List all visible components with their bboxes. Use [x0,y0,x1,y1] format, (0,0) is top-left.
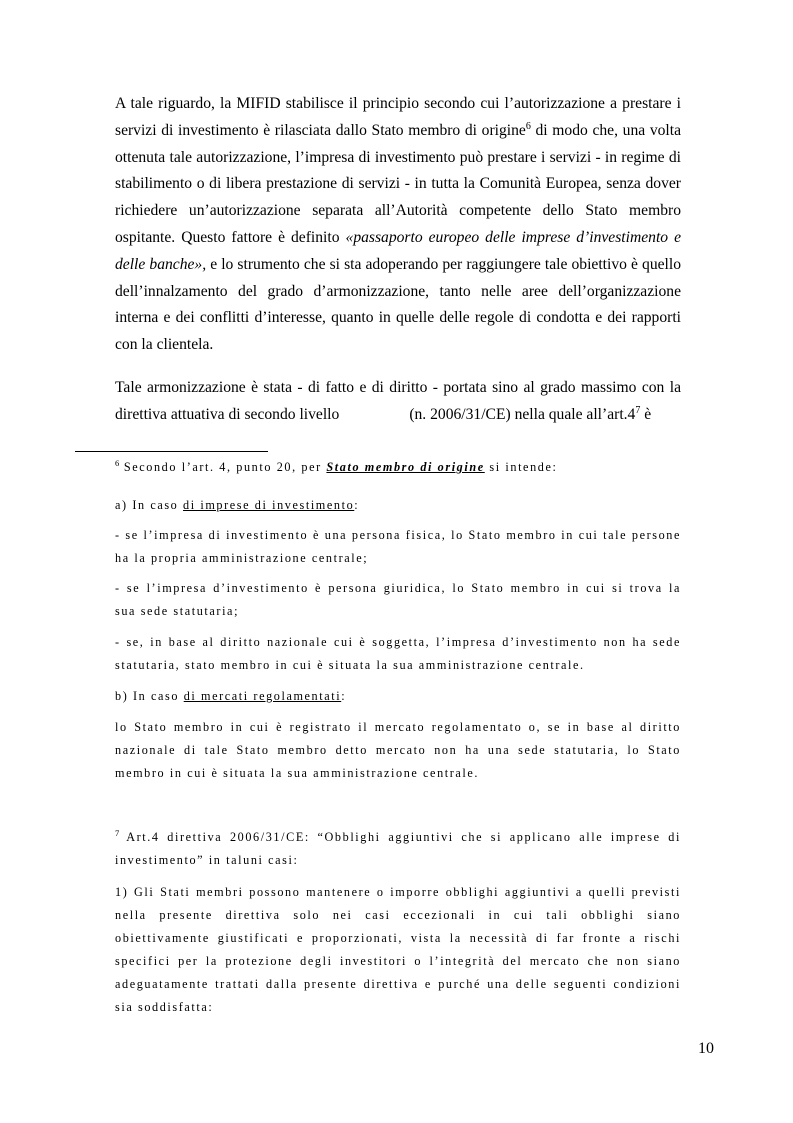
paragraph-text: (n. 2006/31/CE) nella quale all’art.4 [409,405,636,423]
underlined-term: di mercati regolamentati [183,689,342,703]
footnote-number: 6 [115,458,120,468]
underlined-term: di imprese di investimento [183,498,355,512]
footnote-6-item-b [115,685,681,708]
footnote-6-b1: lo Stato membro in cui è registrato il mercato regolamentato o, se in base al diritto nazionale di tale Stato membro detto mercato non ha una sede statutaria, lo Stato membro in cui è situata la sua amministrazione centrale. [115,720,681,780]
footnote-7-heading [115,826,681,872]
italic-quote: «passaporto europeo delle imprese d’investimento e delle banche», [115,228,681,273]
footnote-text: si intende: [484,460,558,474]
footnote-6-a2: - se l’impresa d’investimento è persona giuridica, lo Stato membro in cui si trova la sua sede statutaria; [115,581,681,618]
footnote-text: a) In caso [115,498,184,512]
footnote-text: : [354,498,360,512]
paragraph-text: e lo strumento che si sta adoperando per raggiungere tale obiettivo è quello dell’innalzamento del grado d’armonizzazione, tanto nelle aree dell’organizzazione interna e dei conflitti d’interesse, quanto in quelle delle regole di condotta e dei rapporti con la clientela. [115,255,681,354]
body-paragraph-1 [115,91,681,359]
footnote-separator [75,451,268,452]
footnote-6-heading [115,456,681,479]
paragraph-text: è [640,405,652,423]
footnote-text: Art.4 direttiva 2006/31/CE: “Obblighi aggiuntivi che si applicano alle imprese di investimento” in taluni casi: [115,830,681,867]
footnote-ref-6[interactable]: 6 [525,120,531,132]
defined-term: Stato membro di origine [326,460,485,474]
footnote-ref-7[interactable]: 7 [635,404,641,416]
footnote-6-a1: - se l’impresa di investimento è una persona fisica, lo Stato membro in cui tale persone ha la propria amministrazione centrale; [115,528,681,565]
footnote-6-a3: - se, in base al diritto nazionale cui è soggetta, l’impresa d’investimento non ha sede statutaria, stato membro in cui è situata la sua amministrazione centrale. [115,635,681,672]
paragraph-text: A tale riguardo, la MIFID stabilisce il principio secondo cui l’autorizzazione a prestare i servizi di investimento è rilasciata dallo Stato membro di origine [115,95,681,139]
body-paragraph-2 [115,375,681,429]
footnote-text: b) In caso [115,689,184,703]
page-number: 10 [698,1040,714,1057]
footnote-text: Secondo l’art. 4, punto 20, per [119,460,327,474]
paragraph-text: Tale armonizzazione è stata - di fatto e di diritto - portata sino al grado massimo con la direttiva attuativa di secondo livello [115,379,681,423]
footnote-7-p1: 1) Gli Stati membri possono mantenere o imporre obblighi aggiuntivi a quelli previsti nella presente direttiva solo nei casi eccezionali in cui tali obblighi siano obiettivamente giustificati e proporzionati, vista la necessità di far fronte a rischi specifici per la protezione degli investitori o l’integrità del mercato che non siano adeguatamente trattati dalla presente direttiva e purché una delle seguenti condizioni sia soddisfatta: [115,885,681,1014]
footnote-6-item-a [115,494,681,517]
footnote-number: 7 [115,828,120,838]
paragraph-text: di modo che, una volta ottenuta tale autorizzazione, l’impresa di investimento può prestare i servizi - in regime di stabilimento o di libera prestazione di servizi - in tutta la Comunità Europea, senza dover richiedere un’autorizzazione separata all’Autorità competente dello Stato membro ospitante. Questo fattore è definito [115,121,681,246]
footnote-text: : [341,689,347,703]
